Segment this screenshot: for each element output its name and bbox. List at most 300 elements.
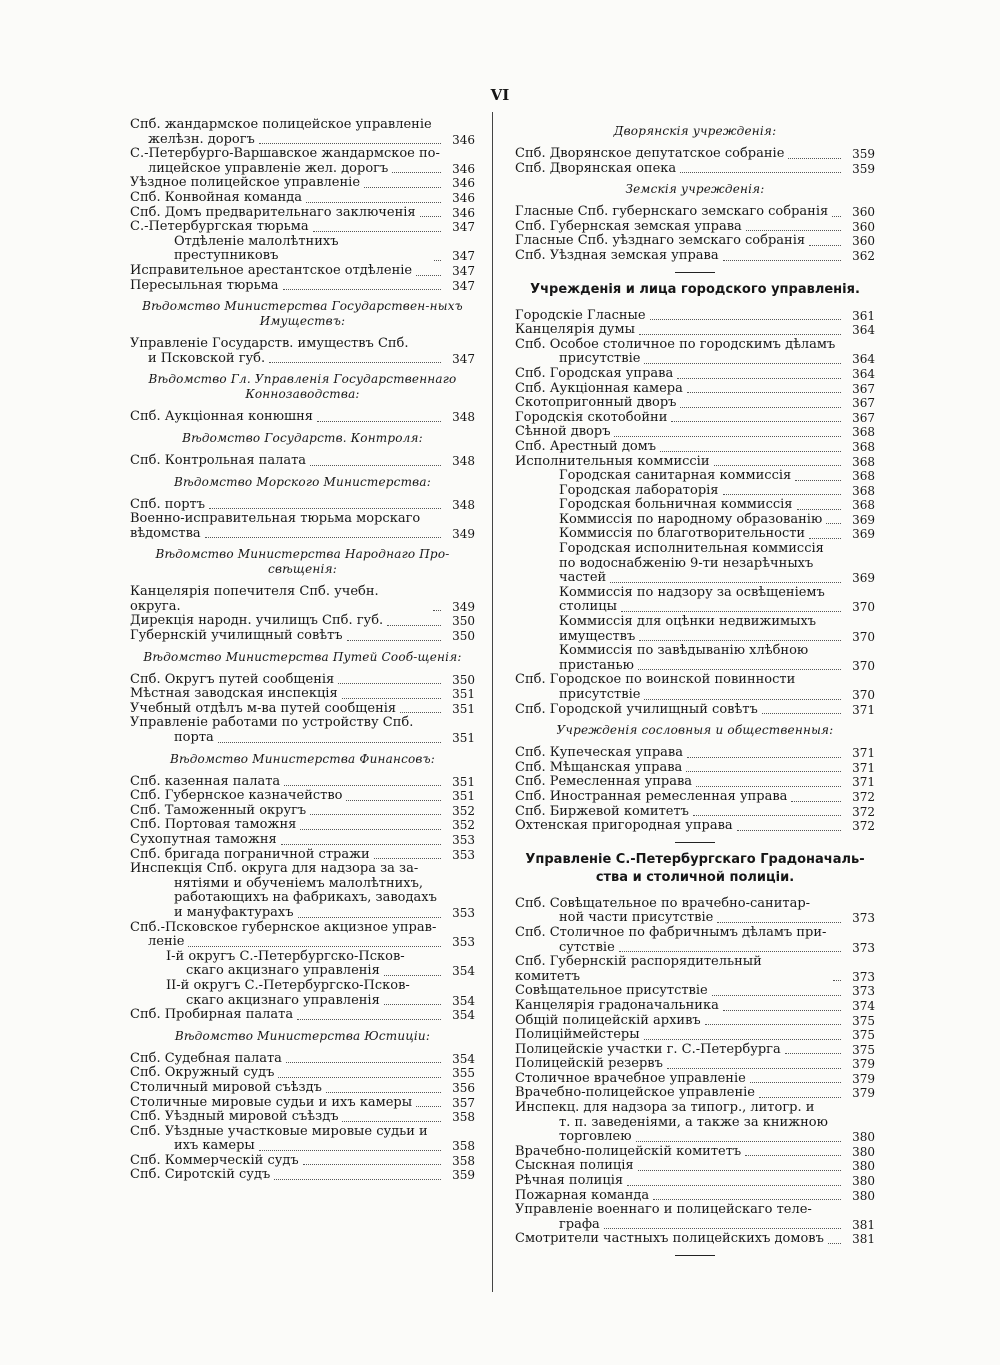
toc-entry[interactable] bbox=[515, 1159, 875, 1174]
toc-entry[interactable] bbox=[515, 1086, 875, 1101]
toc-entry[interactable] bbox=[130, 220, 475, 235]
toc-entry[interactable] bbox=[515, 527, 875, 542]
toc-entry[interactable] bbox=[515, 688, 875, 703]
dot-leader bbox=[795, 480, 841, 481]
dot-leader bbox=[644, 363, 841, 364]
dot-leader bbox=[746, 230, 841, 231]
toc-entry[interactable] bbox=[130, 950, 475, 965]
toc-entry[interactable] bbox=[515, 498, 875, 513]
dot-leader bbox=[300, 829, 441, 830]
entry-page-number: 375 bbox=[852, 1042, 875, 1057]
toc-entry[interactable] bbox=[515, 926, 875, 941]
toc-entry[interactable] bbox=[515, 615, 875, 630]
entry-page-number: 371 bbox=[852, 775, 875, 790]
toc-entry[interactable] bbox=[130, 1168, 475, 1183]
entry-title: сутствіе bbox=[559, 939, 615, 955]
entry-title: Спб. Домъ предварительнаго заключенія bbox=[130, 204, 416, 220]
dot-leader bbox=[636, 1141, 841, 1142]
entry-page-number: 368 bbox=[852, 454, 875, 469]
entry-title: Спб. Аукціонная камера bbox=[515, 380, 683, 396]
dot-leader bbox=[269, 362, 441, 363]
entry-title: Сѣнной дворъ bbox=[515, 424, 611, 440]
entry-title: по водоснабженію 9-ти незарѣчныхъ bbox=[559, 555, 814, 571]
dot-leader bbox=[619, 951, 841, 952]
entry-title: Спб. Конвойная команда bbox=[130, 189, 303, 205]
dot-leader bbox=[677, 378, 841, 379]
entry-title: Управленіе военнаго и полицейскаго теле- bbox=[515, 1202, 812, 1218]
toc-entry[interactable] bbox=[515, 513, 875, 528]
toc-entry[interactable] bbox=[515, 911, 875, 926]
toc-entry[interactable] bbox=[130, 1008, 475, 1023]
entry-title: Коммиссія для оцѣнки недвижимыхъ bbox=[559, 614, 817, 630]
dot-leader bbox=[638, 669, 841, 670]
toc-entry[interactable] bbox=[515, 455, 875, 470]
entry-title: Спб. Городское по воинской повинности bbox=[515, 672, 796, 688]
right-column bbox=[515, 118, 875, 1264]
entry-title: графа bbox=[559, 1216, 600, 1232]
entry-title: леніе bbox=[148, 934, 185, 950]
entry-title: Охтенская пригородная управа bbox=[515, 818, 733, 834]
dot-leader bbox=[639, 640, 841, 641]
toc-entry[interactable] bbox=[515, 1057, 875, 1072]
entry-title: Спб. Коммерческій судъ bbox=[130, 1152, 299, 1168]
dot-leader bbox=[420, 216, 441, 217]
toc-entry[interactable] bbox=[130, 1125, 475, 1140]
entry-title: Городская больничная коммиссія bbox=[559, 497, 793, 513]
toc-entry[interactable] bbox=[130, 133, 475, 148]
dot-leader bbox=[259, 1150, 441, 1151]
entry-title: Исправительное арестантское отдѣленіе bbox=[130, 262, 413, 278]
entry-page-number: 371 bbox=[852, 746, 875, 761]
toc-entry[interactable] bbox=[515, 323, 875, 338]
dot-leader bbox=[660, 451, 841, 452]
entry-page-number: 368 bbox=[852, 439, 875, 454]
entry-page-number: 346 bbox=[452, 132, 475, 147]
toc-entry[interactable] bbox=[515, 425, 875, 440]
toc-entry[interactable] bbox=[130, 614, 475, 629]
dot-leader bbox=[364, 187, 441, 188]
entry-page-number: 373 bbox=[852, 911, 875, 926]
dot-leader bbox=[384, 975, 441, 976]
entry-title: Дирекція народн. училищъ Спб. губ. bbox=[130, 613, 384, 629]
section-heading: Земскія учрежденія: bbox=[625, 182, 765, 197]
toc-entry[interactable] bbox=[130, 147, 475, 162]
toc-entry[interactable] bbox=[130, 687, 475, 702]
entry-title: Спб. портъ bbox=[130, 496, 205, 512]
entry-title: имуществъ bbox=[559, 628, 636, 644]
toc-entry[interactable] bbox=[515, 147, 875, 162]
toc-entry[interactable] bbox=[130, 1096, 475, 1111]
entry-title: Учебный отдѣлъ м-ва путей сообщенія bbox=[130, 700, 397, 716]
divider-rule bbox=[675, 272, 715, 273]
section-heading: Вѣдомство Гл. Управленія Государственнаго Коннозаводства: bbox=[148, 372, 457, 402]
dot-leader bbox=[809, 245, 841, 246]
entry-page-number: 358 bbox=[452, 1110, 475, 1125]
dot-leader bbox=[338, 683, 441, 684]
entry-title: Инспекц. для надзора за типогр., литогр. и bbox=[515, 1100, 815, 1116]
toc-entry[interactable] bbox=[515, 309, 875, 324]
toc-entry[interactable] bbox=[515, 1189, 875, 1204]
entry-page-number: 369 bbox=[852, 512, 875, 527]
toc-entry[interactable] bbox=[515, 382, 875, 397]
toc-entry[interactable] bbox=[515, 955, 875, 984]
toc-entry[interactable] bbox=[515, 411, 875, 426]
entry-page-number: 369 bbox=[852, 571, 875, 586]
entry-page-number: 373 bbox=[852, 969, 875, 984]
entry-title: торговлею bbox=[559, 1129, 632, 1145]
entry-title: Полицейскій резервъ bbox=[515, 1056, 663, 1072]
entry-title: Спб. Аукціонная конюшня bbox=[130, 409, 313, 425]
dot-leader bbox=[317, 421, 441, 422]
entry-title: Спб. Таможенный округъ bbox=[130, 802, 307, 818]
toc-entry[interactable] bbox=[515, 703, 875, 718]
toc-entry[interactable] bbox=[130, 279, 475, 294]
dot-leader bbox=[653, 1199, 841, 1200]
dot-leader bbox=[303, 1164, 441, 1165]
toc-entry[interactable] bbox=[515, 1218, 875, 1233]
toc-entry[interactable] bbox=[130, 673, 475, 688]
toc-entry[interactable] bbox=[130, 352, 475, 367]
toc-entry[interactable] bbox=[515, 775, 875, 790]
toc-entry[interactable] bbox=[130, 789, 475, 804]
toc-entry[interactable] bbox=[515, 220, 875, 235]
dot-leader bbox=[281, 844, 441, 845]
entry-title: Исполнительныя коммиссіи bbox=[515, 453, 710, 469]
toc-entry[interactable] bbox=[515, 984, 875, 999]
entry-page-number: 346 bbox=[452, 190, 475, 205]
dot-leader bbox=[797, 509, 842, 510]
toc-entry[interactable] bbox=[130, 454, 475, 469]
entry-title: вѣдомства bbox=[130, 525, 201, 541]
entry-page-number: 354 bbox=[452, 1051, 475, 1066]
toc-entry[interactable] bbox=[130, 862, 475, 877]
toc-entry[interactable] bbox=[515, 352, 875, 367]
entry-page-number: 347 bbox=[452, 220, 475, 235]
toc-entry[interactable] bbox=[515, 1072, 875, 1087]
entry-title: Общій полицейскій архивъ bbox=[515, 1012, 701, 1028]
entry-page-number: 351 bbox=[452, 687, 475, 702]
dot-leader bbox=[400, 712, 441, 713]
dot-leader bbox=[326, 1092, 441, 1093]
entry-title: Столичное врачебное управленіе bbox=[515, 1070, 746, 1086]
toc-entry[interactable] bbox=[515, 1145, 875, 1160]
entry-page-number: 355 bbox=[452, 1066, 475, 1081]
entry-page-number: 368 bbox=[852, 498, 875, 513]
toc-entry[interactable] bbox=[515, 941, 875, 956]
toc-entry[interactable] bbox=[130, 804, 475, 819]
entry-page-number: 348 bbox=[452, 497, 475, 512]
entry-page-number: 381 bbox=[852, 1232, 875, 1247]
toc-entry[interactable] bbox=[130, 775, 475, 790]
toc-entry[interactable] bbox=[130, 118, 475, 133]
toc-entry[interactable] bbox=[515, 396, 875, 411]
toc-entry[interactable] bbox=[130, 964, 475, 979]
toc-entry[interactable] bbox=[130, 833, 475, 848]
entry-page-number: 346 bbox=[452, 176, 475, 191]
entry-page-number: 379 bbox=[852, 1086, 875, 1101]
entry-title: Спб. Сиротскій судъ bbox=[130, 1167, 271, 1183]
dot-leader bbox=[205, 537, 441, 538]
entry-title: С.-Петербургская тюрьма bbox=[130, 219, 309, 235]
entry-page-number: 367 bbox=[852, 396, 875, 411]
page-number: VI bbox=[490, 86, 510, 104]
entry-page-number: 356 bbox=[452, 1080, 475, 1095]
toc-entry[interactable] bbox=[130, 1066, 475, 1081]
toc-entry[interactable] bbox=[515, 1043, 875, 1058]
dot-leader bbox=[374, 858, 441, 859]
dot-leader bbox=[310, 814, 441, 815]
entry-page-number: 346 bbox=[452, 205, 475, 220]
toc-entry[interactable] bbox=[130, 818, 475, 833]
entry-title: Канцелярія думы bbox=[515, 322, 635, 338]
entry-page-number: 361 bbox=[852, 308, 875, 323]
toc-entry[interactable] bbox=[515, 805, 875, 820]
entry-title: Городская исполнительная коммиссія bbox=[559, 541, 824, 557]
toc-entry[interactable] bbox=[515, 1028, 875, 1043]
section-heading: Учрежденія сословныя и общественныя: bbox=[556, 723, 834, 738]
dot-leader bbox=[638, 1170, 841, 1171]
entry-page-number: 349 bbox=[452, 526, 475, 541]
dot-leader bbox=[705, 1024, 841, 1025]
section-heading: Вѣдомство Морского Министерства: bbox=[174, 474, 431, 489]
entry-page-number: 375 bbox=[852, 1013, 875, 1028]
dot-leader bbox=[650, 319, 841, 320]
dot-leader bbox=[644, 699, 841, 700]
section-heading: Вѣдомство Государств. Контроля: bbox=[182, 430, 423, 445]
toc-entry[interactable] bbox=[130, 702, 475, 717]
entry-title: Скотопригонный дворъ bbox=[515, 395, 677, 411]
dot-leader bbox=[680, 172, 841, 173]
toc-entry[interactable] bbox=[130, 191, 475, 206]
entry-title: Уѣздное полицейское управленіе bbox=[130, 175, 361, 191]
toc-entry[interactable] bbox=[515, 819, 875, 834]
dot-leader bbox=[686, 771, 841, 772]
dot-leader bbox=[826, 523, 841, 524]
dot-leader bbox=[392, 172, 441, 173]
toc-entry[interactable] bbox=[515, 761, 875, 776]
toc-entry[interactable] bbox=[130, 498, 475, 513]
entry-page-number: 367 bbox=[852, 381, 875, 396]
entry-title: Рѣчная полиція bbox=[515, 1173, 624, 1189]
entry-page-number: 369 bbox=[852, 527, 875, 542]
entry-title: Спб. Уѣздный мировой съѣздъ bbox=[130, 1109, 339, 1125]
entry-page-number: 350 bbox=[452, 672, 475, 687]
toc-entry[interactable] bbox=[515, 1101, 875, 1116]
toc-entry[interactable] bbox=[130, 264, 475, 279]
dot-leader bbox=[433, 610, 441, 611]
divider-rule bbox=[675, 842, 715, 843]
toc-entry[interactable] bbox=[130, 629, 475, 644]
toc-entry[interactable] bbox=[130, 731, 475, 746]
toc-entry[interactable] bbox=[515, 673, 875, 688]
entry-page-number: 379 bbox=[852, 1057, 875, 1072]
toc-entry[interactable] bbox=[130, 527, 475, 542]
entry-title: присутствіе bbox=[559, 687, 641, 702]
entry-title: частей bbox=[559, 570, 607, 586]
entry-page-number: 353 bbox=[452, 905, 475, 920]
dot-leader bbox=[832, 216, 841, 217]
dot-leader bbox=[680, 407, 841, 408]
entry-title: Сухопутная таможня bbox=[130, 832, 277, 847]
toc-entry[interactable] bbox=[130, 979, 475, 994]
toc-entry[interactable] bbox=[130, 935, 475, 950]
section-heading: Вѣдомство Министерства Путей Сооб-щенія: bbox=[143, 649, 462, 664]
toc-entry[interactable] bbox=[130, 206, 475, 221]
toc-entry[interactable] bbox=[515, 249, 875, 264]
entry-title: желѣзн. дорогъ bbox=[148, 131, 255, 147]
entry-title: порта bbox=[174, 730, 214, 746]
entry-title: Спб. Пробирная палата bbox=[130, 1007, 294, 1023]
toc-entry[interactable] bbox=[515, 484, 875, 499]
entry-title: Врачебно-полицейскій комитетъ bbox=[515, 1143, 742, 1159]
toc-entry[interactable] bbox=[130, 585, 475, 614]
toc-entry[interactable] bbox=[515, 557, 875, 572]
entry-page-number: 360 bbox=[852, 205, 875, 220]
toc-entry[interactable] bbox=[130, 1139, 475, 1154]
toc-entry[interactable] bbox=[130, 848, 475, 863]
toc-entry[interactable] bbox=[515, 746, 875, 761]
toc-entry[interactable] bbox=[130, 162, 475, 177]
toc-entry[interactable] bbox=[130, 410, 475, 425]
dot-leader bbox=[717, 922, 841, 923]
toc-entry[interactable] bbox=[130, 1154, 475, 1169]
dot-leader bbox=[723, 494, 841, 495]
toc-entry[interactable] bbox=[515, 1130, 875, 1145]
entry-page-number: 380 bbox=[852, 1159, 875, 1174]
entry-title: столицы bbox=[559, 599, 617, 615]
entry-page-number: 380 bbox=[852, 1188, 875, 1203]
toc-entry[interactable] bbox=[130, 891, 475, 906]
entry-page-number: 348 bbox=[452, 453, 475, 468]
toc-entry[interactable] bbox=[515, 440, 875, 455]
dot-leader bbox=[218, 742, 441, 743]
entry-title: Смотрители частныхъ полицейскихъ домовъ bbox=[515, 1231, 824, 1247]
major-heading: Учрежденія и лица городского управленія. bbox=[530, 281, 860, 297]
toc-entry[interactable] bbox=[130, 877, 475, 892]
dot-leader bbox=[416, 1106, 441, 1107]
entry-title: работающихъ на фабрикахъ, заводахъ bbox=[174, 890, 437, 906]
dot-leader bbox=[306, 202, 441, 203]
toc-entry[interactable] bbox=[515, 1014, 875, 1029]
entry-title: Спб. Столичное по фабричнымъ дѣламъ при- bbox=[515, 924, 827, 940]
dot-leader bbox=[762, 713, 841, 714]
toc-entry[interactable] bbox=[515, 469, 875, 484]
toc-entry[interactable] bbox=[515, 644, 875, 659]
dot-leader bbox=[298, 917, 441, 918]
entry-page-number: 371 bbox=[852, 760, 875, 775]
dot-leader bbox=[416, 275, 441, 276]
toc-entry[interactable] bbox=[130, 235, 475, 264]
dot-leader bbox=[791, 801, 841, 802]
entry-title: Коммиссія по благотворительности bbox=[559, 526, 806, 542]
entry-title: Отдѣленіе малолѣтнихъ преступниковъ bbox=[174, 233, 339, 264]
toc-entry[interactable] bbox=[515, 659, 875, 674]
dot-leader bbox=[627, 1185, 841, 1186]
toc-entry[interactable] bbox=[515, 367, 875, 382]
entry-page-number: 347 bbox=[452, 351, 475, 366]
dot-leader bbox=[737, 830, 841, 831]
toc-entry[interactable] bbox=[515, 542, 875, 557]
toc-entry[interactable] bbox=[515, 1174, 875, 1189]
entry-title: Сыскная полиція bbox=[515, 1158, 634, 1174]
entry-title: Спб. Совѣщательное по врачебно-санитар- bbox=[515, 895, 811, 911]
entry-title: I-й округъ С.-Петербургско-Псков- bbox=[166, 948, 405, 964]
toc-entry[interactable] bbox=[515, 234, 875, 249]
toc-entry[interactable] bbox=[515, 790, 875, 805]
toc-entry[interactable] bbox=[515, 586, 875, 601]
entry-page-number: 352 bbox=[452, 803, 475, 818]
toc-entry[interactable] bbox=[515, 630, 875, 645]
toc-entry[interactable] bbox=[515, 1203, 875, 1218]
entry-title: Совѣщательное присутствіе bbox=[515, 983, 708, 999]
toc-entry[interactable] bbox=[130, 906, 475, 921]
toc-entry[interactable] bbox=[515, 205, 875, 220]
toc-entry[interactable] bbox=[130, 1110, 475, 1125]
entry-page-number: 353 bbox=[452, 833, 475, 847]
entry-title: Управленіе работами по устройству Спб. bbox=[130, 715, 414, 731]
dot-leader bbox=[604, 1228, 841, 1229]
entry-title: пристанью bbox=[559, 657, 634, 673]
toc-entry[interactable] bbox=[515, 571, 875, 586]
dot-leader bbox=[313, 231, 441, 232]
toc-entry[interactable] bbox=[515, 1116, 875, 1131]
toc-entry[interactable] bbox=[130, 337, 475, 352]
toc-entry[interactable] bbox=[515, 600, 875, 615]
entry-title: Гласные Спб. губернскаго земскаго собранія bbox=[515, 204, 829, 220]
entry-title: Городскія скотобойни bbox=[515, 409, 668, 425]
toc-entry[interactable] bbox=[515, 1232, 875, 1247]
toc-entry[interactable] bbox=[515, 338, 875, 353]
toc-entry[interactable] bbox=[130, 1052, 475, 1067]
toc-entry[interactable] bbox=[515, 999, 875, 1014]
dot-leader bbox=[723, 260, 841, 261]
dot-leader bbox=[750, 1082, 841, 1083]
entry-page-number: 379 bbox=[852, 1071, 875, 1086]
toc-entry[interactable] bbox=[515, 162, 875, 177]
entry-page-number: 350 bbox=[452, 629, 475, 644]
entry-page-number: 372 bbox=[852, 804, 875, 819]
entry-page-number: 360 bbox=[852, 234, 875, 249]
entry-title: Мѣстная заводская инспекція bbox=[130, 686, 338, 702]
dot-leader bbox=[687, 757, 841, 758]
toc-entry[interactable] bbox=[130, 512, 475, 527]
entry-title: II-й округъ С.-Петербургско-Псков- bbox=[166, 977, 410, 993]
entry-page-number: 362 bbox=[852, 248, 875, 263]
entry-title: Коммиссія по народному образованію bbox=[559, 511, 823, 527]
entry-page-number: 370 bbox=[852, 600, 875, 615]
entry-title: Столичные мировые судьи и ихъ камеры bbox=[130, 1094, 413, 1110]
entry-title: т. п. заведеніями, а также за книжною bbox=[559, 1114, 828, 1130]
entry-page-number: 347 bbox=[452, 249, 475, 264]
toc-entry[interactable] bbox=[130, 176, 475, 191]
dot-leader bbox=[759, 1097, 841, 1098]
entry-page-number: 368 bbox=[852, 469, 875, 484]
entry-title: Полиціймейстеры bbox=[515, 1027, 640, 1043]
major-heading: Управленіе С.-Петербургскаго Градоначаль-ства и столичной полиціи. bbox=[525, 851, 865, 885]
section-heading: Вѣдомство Министерства Народнаго Про-свѣщенія: bbox=[155, 547, 450, 577]
toc-entry[interactable] bbox=[130, 921, 475, 936]
entry-page-number: 353 bbox=[452, 935, 475, 950]
entry-page-number: 351 bbox=[452, 701, 475, 716]
toc-entry[interactable] bbox=[130, 1081, 475, 1096]
dot-leader bbox=[284, 785, 441, 786]
toc-entry[interactable] bbox=[130, 994, 475, 1009]
dot-leader bbox=[342, 698, 441, 699]
toc-entry[interactable] bbox=[515, 897, 875, 912]
entry-page-number: 357 bbox=[452, 1095, 475, 1110]
toc-entry[interactable] bbox=[130, 716, 475, 731]
entry-title: скаго акцизнаго управленія bbox=[186, 963, 380, 979]
